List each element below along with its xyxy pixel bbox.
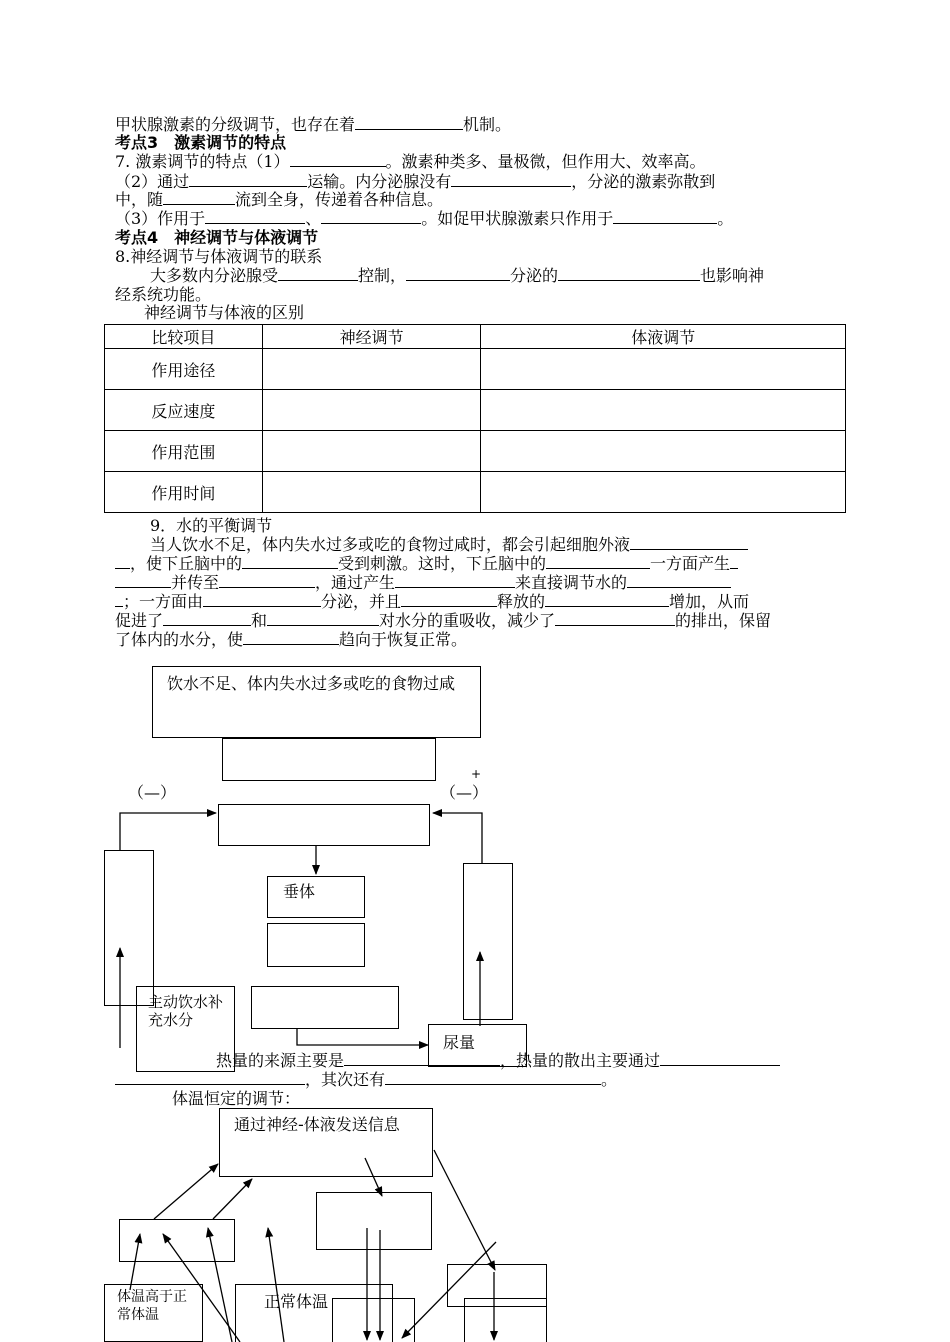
table-cell: 反应速度 [105, 390, 263, 431]
diagram-label: 饮水不足、体内失水过多或吃的食物过咸 [167, 674, 456, 693]
table-cell: 作用范围 [105, 431, 263, 472]
table-cell: 作用时间 [105, 472, 263, 513]
text: 。 [601, 1070, 618, 1089]
text: 。如促甲状腺激素只作用于 [421, 209, 614, 228]
text: （2）通过 [115, 172, 190, 191]
text: ，使下丘脑中的 [130, 554, 243, 573]
text-line: 8.神经调节与体液调节的联系 [115, 247, 323, 266]
text: ，分泌的激素弥散到 [571, 172, 716, 191]
text: ；一方面由 [123, 592, 204, 611]
text-line: 体温恒定的调节： [172, 1089, 301, 1108]
text: 并传至 [171, 573, 220, 592]
text: 分泌的 [510, 266, 559, 285]
text: 一方面产生 [650, 554, 731, 573]
text: ，通过产生 [315, 573, 396, 592]
text: 和 [251, 611, 268, 630]
text: 。激素种类多、量极微，但作用大、效率高。 [385, 152, 706, 171]
diagram-label: 通过神经-体液发送信息 [234, 1115, 400, 1134]
drink-label: 主动饮水补充水分 [148, 993, 224, 1029]
normal-temp-label: 正常体温 [264, 1292, 329, 1311]
text: 大多数内分泌腺受 [150, 266, 279, 285]
text: 流到全身，传递着各种信息。 [235, 190, 444, 209]
text: 运输。内分泌腺没有 [307, 172, 452, 191]
text: 。 [717, 209, 734, 228]
text: 机制。 [463, 115, 512, 134]
text: 甲状腺激素的分级调节，也存在着 [115, 115, 356, 134]
table-header: 神经调节 [262, 325, 481, 349]
text: 7. 激素调节的特点（1） [115, 152, 290, 171]
text: 的排出，保留 [675, 611, 772, 630]
text: 分泌，并且 [321, 592, 402, 611]
text: 增加，从而 [669, 592, 750, 611]
text-line: 经系统功能。 [115, 285, 212, 304]
text: 趋向于恢复正常。 [339, 630, 468, 649]
text: 受到刺激。这时，下丘脑中的 [338, 554, 547, 573]
text: 也影响神 [700, 266, 765, 285]
text: ，热量的散出主要通过 [500, 1051, 661, 1070]
above-normal-label: 体温高于正常体温 [117, 1289, 187, 1323]
text: 来直接调节水的 [515, 573, 628, 592]
text: ，其次还有 [305, 1070, 386, 1089]
text: 了体内的水分，使 [115, 630, 244, 649]
table-header: 体液调节 [481, 325, 846, 349]
urine-label: 尿量 [443, 1033, 476, 1052]
plus-sign: + [471, 767, 482, 781]
text: 、 [305, 209, 322, 228]
text: 释放的 [497, 592, 546, 611]
text-line: 神经调节与体液的区别 [144, 303, 305, 322]
text: （3）作用于 [115, 209, 206, 228]
text: 促进了 [115, 611, 164, 630]
section-heading-3: 考点3 激素调节的特点 [115, 133, 287, 152]
pituitary-label: 垂体 [283, 882, 316, 901]
inhibition-label: （—） [440, 783, 489, 802]
section-heading-4: 考点4 神经调节与体液调节 [115, 228, 319, 247]
text: 热量的来源主要是 [216, 1051, 345, 1070]
table-cell: 作用途径 [105, 349, 263, 390]
text: 控制， [358, 266, 407, 285]
text-line: 9．水的平衡调节 [150, 516, 273, 535]
table-header: 比较项目 [105, 325, 263, 349]
text: 对水分的重吸收，减少了 [379, 611, 556, 630]
inhibition-label: （—） [128, 783, 177, 802]
text: 中，随 [115, 190, 164, 209]
text: 当人饮水不足，体内失水过多或吃的食物过咸时，都会引起细胞外液 [150, 535, 631, 554]
